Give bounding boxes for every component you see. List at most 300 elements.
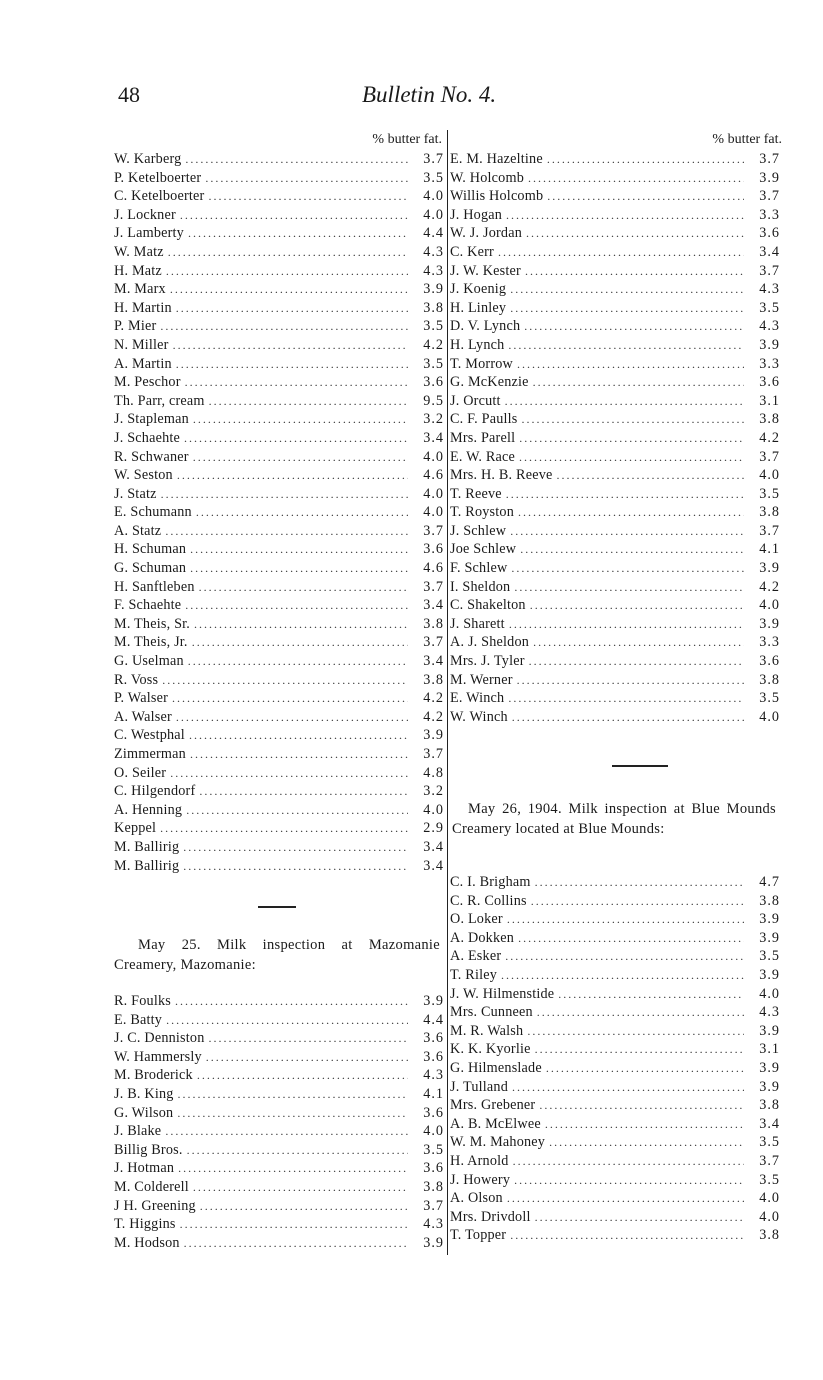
butter-fat-value: 4.0: [759, 708, 780, 725]
dot-leader: [162, 671, 408, 690]
dot-leader: [176, 355, 408, 374]
entry-name: T. Higgins: [114, 1216, 176, 1233]
dot-leader: [190, 540, 408, 559]
column-divider: [447, 130, 448, 1255]
dot-leader: [183, 838, 408, 857]
list-item: [114, 410, 444, 429]
list-item: [114, 596, 444, 615]
section-separator: [258, 906, 296, 908]
butter-fat-value: 3.9: [759, 911, 780, 928]
entry-name: E. Schumann: [114, 504, 192, 521]
list-item: [450, 1226, 780, 1245]
list-item: [450, 892, 780, 911]
entry-name: T. Riley: [450, 966, 498, 983]
butter-fat-value: 4.0: [423, 485, 444, 502]
butter-fat-value: 3.7: [759, 188, 780, 205]
butter-fat-value: 4.2: [423, 690, 444, 707]
entry-name: J. Stapleman: [114, 411, 189, 428]
dot-leader: [178, 1159, 408, 1178]
butter-fat-value: 3.4: [759, 1115, 780, 1132]
entry-name: W. Winch: [450, 708, 508, 725]
entry-name: A. B. McElwee: [450, 1115, 541, 1132]
entry-name: K. K. Kyorlie: [450, 1041, 531, 1058]
list-item: [450, 689, 780, 708]
blue-mounds-caption: May 26, 1904. Milk inspection at Blue Mounds Creamery located at Blue Mounds:: [452, 801, 776, 837]
dot-leader: [558, 985, 744, 1004]
list-item: [114, 448, 444, 467]
dot-leader: [161, 485, 408, 504]
entry-name: A. Esker: [450, 948, 502, 965]
mazomanie-list: [114, 992, 444, 1252]
butter-fat-value: 3.7: [423, 578, 444, 595]
butter-fat-value: 3.6: [759, 653, 780, 670]
entry-name: G. Schuman: [114, 560, 187, 577]
dot-leader: [194, 615, 408, 634]
butter-fat-value: 9.5: [423, 392, 444, 409]
dot-leader: [193, 448, 408, 467]
entry-name: M. Werner: [450, 671, 513, 688]
butter-fat-value: 3.9: [759, 560, 780, 577]
butter-fat-value: 3.2: [423, 783, 444, 800]
list-item: [114, 336, 444, 355]
entry-name: C. Westphal: [114, 727, 185, 744]
list-item: [114, 224, 444, 243]
list-item: [114, 1104, 444, 1123]
entry-name: W. Matz: [114, 243, 164, 260]
butter-fat-value: 3.6: [423, 541, 444, 558]
butter-fat-value: 3.6: [423, 1160, 444, 1177]
list-item: [450, 873, 780, 892]
entry-list: [114, 150, 444, 875]
list-item: [450, 596, 780, 615]
list-item: [450, 633, 780, 652]
section-separator: [612, 765, 668, 767]
entry-name: H. Martin: [114, 299, 172, 316]
list-item: [114, 392, 444, 411]
list-item: [450, 522, 780, 541]
list-item: [114, 615, 444, 634]
list-item: [450, 1003, 780, 1022]
butter-fat-value: 3.8: [423, 1178, 444, 1195]
butter-fat-value: 4.3: [759, 1004, 780, 1021]
entry-name: G. Uselman: [114, 653, 184, 670]
entry-name: Mrs. J. Tyler: [450, 653, 525, 670]
butter-fat-value: 4.4: [423, 1011, 444, 1028]
butter-fat-value: 3.5: [423, 355, 444, 372]
entry-name: P. Walser: [114, 690, 168, 707]
entry-name: A. Olson: [450, 1190, 503, 1207]
list-item: [114, 317, 444, 336]
list-item: [450, 280, 780, 299]
entry-name: T. Morrow: [450, 355, 514, 372]
butter-fat-value: 3.7: [759, 1152, 780, 1169]
list-item: [114, 373, 444, 392]
entry-name: T. Reeve: [450, 485, 502, 502]
entry-name: J. Howery: [450, 1171, 511, 1188]
list-item: [114, 280, 444, 299]
entry-name: Zimmerman: [114, 746, 186, 762]
entry-name: H. Sanftleben: [114, 578, 195, 595]
butter-fat-value: 3.9: [423, 1234, 444, 1251]
butter-fat-value: 3.6: [423, 1030, 444, 1047]
list-item: [450, 929, 780, 948]
list-item: [450, 485, 780, 504]
list-item: [450, 187, 780, 206]
entry-name: A. Martin: [114, 355, 172, 372]
dot-leader: [535, 1208, 744, 1227]
dot-leader: [193, 1178, 408, 1197]
entry-name: Joe Schlew: [450, 541, 517, 558]
list-item: [114, 299, 444, 318]
entry-name: A. J. Sheldon: [450, 634, 530, 651]
butter-fat-value: 3.6: [423, 374, 444, 391]
butter-fat-value: 4.0: [759, 467, 780, 484]
column-header-right: % butter fat.: [712, 132, 782, 147]
entry-name: J. Schlew: [450, 522, 507, 539]
dot-leader: [505, 947, 744, 966]
list-item: [114, 206, 444, 225]
list-item: [114, 992, 444, 1011]
list-item: [450, 559, 780, 578]
butter-fat-value: 3.9: [759, 169, 780, 186]
entry-name: J. Tulland: [450, 1078, 508, 1095]
butter-fat-value: 3.9: [759, 929, 780, 946]
entry-name: M. Colderell: [114, 1178, 189, 1195]
dot-leader: [508, 336, 744, 355]
list-item: [450, 1208, 780, 1227]
dot-leader: [537, 1003, 744, 1022]
dot-leader: [187, 1141, 408, 1160]
butter-fat-value: 3.4: [423, 653, 444, 670]
dot-leader: [176, 708, 408, 727]
butter-fat-value: 4.2: [423, 336, 444, 353]
list-item: [114, 838, 444, 857]
list-item: [450, 410, 780, 429]
entry-list: [114, 992, 444, 1252]
dot-leader: [535, 873, 744, 892]
dot-leader: [185, 373, 408, 392]
dot-leader: [178, 1085, 408, 1104]
list-item: [450, 429, 780, 448]
entry-name: W. M. Mahoney: [450, 1134, 546, 1151]
entry-name: R. Voss: [114, 671, 159, 688]
dot-leader: [498, 243, 744, 262]
list-item: [450, 1059, 780, 1078]
list-item: [114, 1066, 444, 1085]
dot-leader: [546, 1059, 744, 1078]
butter-fat-value: 3.6: [423, 1104, 444, 1121]
butter-fat-value: 4.0: [423, 1123, 444, 1140]
entry-name: M. Peschor: [114, 374, 181, 391]
dot-leader: [506, 206, 744, 225]
dot-leader: [529, 652, 744, 671]
dot-leader: [505, 392, 744, 411]
list-item: [450, 985, 780, 1004]
butter-fat-value: 3.4: [423, 429, 444, 446]
butter-fat-value: 3.8: [759, 671, 780, 688]
dot-leader: [510, 299, 744, 318]
list-item: [450, 503, 780, 522]
entry-name: E. M. Hazeltine: [450, 151, 543, 167]
page-header: [112, 82, 772, 116]
list-item: [114, 485, 444, 504]
entry-name: J. Statz: [114, 485, 157, 502]
butter-fat-value: 4.0: [423, 188, 444, 205]
list-item: [114, 578, 444, 597]
entry-name: J. C. Denniston: [114, 1030, 205, 1047]
list-item: [114, 522, 444, 541]
entry-name: M. Marx: [114, 281, 166, 298]
butter-fat-value: 3.7: [423, 1197, 444, 1214]
dot-leader: [172, 689, 408, 708]
butter-fat-value: 4.3: [423, 1067, 444, 1084]
butter-fat-value: 3.8: [759, 1227, 780, 1244]
dot-leader: [185, 150, 408, 169]
entry-list: [450, 873, 780, 1245]
list-item: [114, 1197, 444, 1216]
dot-leader: [501, 966, 744, 985]
dot-leader: [170, 764, 408, 783]
list-item: [114, 355, 444, 374]
list-item: [114, 1141, 444, 1160]
list-item: [114, 1178, 444, 1197]
entry-name: Mrs. H. B. Reeve: [450, 467, 553, 484]
entry-name: J. Schaehte: [114, 429, 181, 446]
dot-leader: [209, 1029, 409, 1048]
list-item: [114, 1234, 444, 1253]
entry-name: Mrs. Drivdoll: [450, 1208, 531, 1225]
butter-fat-value: 3.5: [423, 1141, 444, 1158]
dot-leader: [185, 596, 408, 615]
list-item: [450, 299, 780, 318]
dot-leader: [512, 1078, 744, 1097]
entry-name: M. Broderick: [114, 1067, 193, 1084]
dot-leader: [168, 243, 408, 262]
butter-fat-value: 3.8: [423, 299, 444, 316]
dot-leader: [545, 1115, 744, 1134]
butter-fat-value: 3.9: [759, 1022, 780, 1039]
butter-fat-value: 3.8: [759, 1097, 780, 1114]
entry-name: J. Koenig: [450, 281, 507, 298]
butter-fat-value: 3.8: [759, 892, 780, 909]
column-header-left: % butter fat.: [372, 132, 442, 147]
dot-leader: [177, 466, 408, 485]
dot-leader: [180, 206, 408, 225]
list-item: [450, 466, 780, 485]
dot-leader: [518, 929, 744, 948]
list-item: [450, 615, 780, 634]
dot-leader: [190, 559, 408, 578]
butter-fat-value: 3.7: [759, 151, 780, 167]
entry-name: W. Seston: [114, 467, 173, 484]
entry-name: J. Blake: [114, 1123, 162, 1140]
list-item: [450, 1078, 780, 1097]
dot-leader: [197, 1066, 408, 1085]
entry-name: Th. Parr, cream: [114, 392, 205, 409]
butter-fat-value: 2.9: [423, 820, 444, 837]
butter-fat-value: 3.3: [759, 634, 780, 651]
dot-leader: [199, 782, 408, 801]
list-item: [114, 262, 444, 281]
entry-name: I. Sheldon: [450, 578, 511, 595]
dot-leader: [547, 187, 744, 206]
butter-fat-value: 3.2: [423, 411, 444, 428]
dot-leader: [549, 1133, 744, 1152]
list-item: [450, 262, 780, 281]
entry-name: R. Foulks: [114, 993, 171, 1009]
dot-leader: [557, 466, 745, 485]
butter-fat-value: 4.6: [423, 560, 444, 577]
list-item: [114, 801, 444, 820]
entry-name: M. R. Walsh: [450, 1022, 524, 1039]
butter-fat-value: 4.0: [759, 1208, 780, 1225]
butter-fat-value: 3.5: [759, 1134, 780, 1151]
butter-fat-value: 3.8: [423, 615, 444, 632]
list-item: [450, 947, 780, 966]
dot-leader: [514, 578, 744, 597]
entry-name: A. Statz: [114, 522, 162, 539]
butter-fat-value: 3.5: [759, 1171, 780, 1188]
butter-fat-value: 3.8: [759, 411, 780, 428]
list-item: [114, 559, 444, 578]
dot-leader: [165, 522, 408, 541]
butter-fat-value: 3.7: [759, 262, 780, 279]
butter-fat-value: 3.4: [423, 838, 444, 855]
entry-name: D. V. Lynch: [450, 318, 521, 335]
entry-name: W. J. Jordan: [450, 225, 523, 242]
mazomanie-caption: May 25. Milk inspection at Mazomanie Creamery, Mazomanie:: [114, 937, 440, 973]
dot-leader: [525, 262, 744, 281]
butter-fat-value: 4.3: [759, 281, 780, 298]
dot-leader: [512, 708, 744, 727]
entry-name: J. Hogan: [450, 206, 503, 223]
entry-name: Mrs. Cunneen: [450, 1004, 533, 1021]
list-item: [114, 652, 444, 671]
entry-name: C. Hilgendorf: [114, 783, 196, 800]
butter-fat-value: 3.7: [423, 746, 444, 762]
dot-leader: [527, 1022, 744, 1041]
list-item: [114, 1215, 444, 1234]
butter-fat-value: 4.1: [759, 541, 780, 558]
dot-leader: [530, 596, 744, 615]
butter-fat-value: 3.8: [759, 504, 780, 521]
list-item: [450, 373, 780, 392]
butter-fat-value: 4.3: [423, 1216, 444, 1233]
entry-name: P. Ketelboerter: [114, 169, 202, 186]
list-item: [114, 857, 444, 876]
entry-name: M. Theis, Jr.: [114, 634, 188, 651]
entry-name: O. Loker: [450, 911, 503, 928]
dot-leader: [524, 317, 744, 336]
list-item: [114, 503, 444, 522]
butter-fat-value: 4.2: [759, 578, 780, 595]
entry-name: G. McKenzie: [450, 374, 529, 391]
list-item: [114, 689, 444, 708]
butter-fat-value: 3.1: [759, 392, 780, 409]
butter-fat-value: 3.9: [759, 336, 780, 353]
butter-fat-value: 3.9: [423, 993, 444, 1009]
entry-name: G. Wilson: [114, 1104, 174, 1121]
butter-fat-value: 3.5: [423, 169, 444, 186]
butter-fat-value: 3.7: [423, 522, 444, 539]
butter-fat-value: 3.9: [759, 615, 780, 632]
entry-name: W. Holcomb: [450, 169, 524, 186]
butter-fat-value: 3.5: [759, 948, 780, 965]
entry-name: M. Ballirig: [114, 838, 180, 855]
butter-fat-value: 3.7: [759, 522, 780, 539]
dot-leader: [511, 559, 744, 578]
list-item: [114, 708, 444, 727]
entry-name: H. Linley: [450, 299, 507, 316]
butter-fat-value: 3.4: [423, 857, 444, 874]
entry-name: W. Hammersly: [114, 1048, 202, 1065]
dot-leader: [160, 317, 408, 336]
entry-name: Mrs. Grebener: [450, 1097, 536, 1114]
dot-leader: [517, 355, 744, 374]
entry-name: J H. Greening: [114, 1197, 196, 1214]
list-item: [114, 819, 444, 838]
dot-leader: [209, 392, 408, 411]
entry-name: G. Hilmenslade: [450, 1059, 542, 1076]
entry-name: E. Batty: [114, 1011, 163, 1028]
butter-fat-value: 3.3: [759, 355, 780, 372]
list-item: [114, 745, 444, 764]
entry-name: J. Lockner: [114, 206, 176, 223]
list-item: [114, 1085, 444, 1104]
entry-name: A. Dokken: [450, 929, 515, 946]
butter-fat-value: 3.9: [423, 281, 444, 298]
entry-list: [450, 150, 780, 726]
butter-fat-value: 4.0: [423, 504, 444, 521]
butter-fat-value: 3.6: [759, 225, 780, 242]
entry-name: T. Royston: [450, 504, 515, 521]
butter-fat-value: 3.8: [423, 671, 444, 688]
dot-leader: [205, 169, 408, 188]
butter-fat-value: 3.4: [759, 243, 780, 260]
entry-name: C. I. Brigham: [450, 874, 531, 890]
dot-leader: [514, 1171, 744, 1190]
list-item: [450, 652, 780, 671]
entry-name: J. W. Hilmenstide: [450, 985, 555, 1002]
list-item: [450, 708, 780, 727]
butter-fat-value: 4.0: [423, 801, 444, 818]
list-item: [114, 1011, 444, 1030]
dot-leader: [531, 892, 744, 911]
entry-name: F. Schlew: [450, 560, 508, 577]
butter-fat-value: 4.6: [423, 467, 444, 484]
list-item: [450, 150, 780, 169]
dot-leader: [519, 448, 744, 467]
entry-name: O. Seiler: [114, 764, 167, 781]
dot-leader: [208, 187, 408, 206]
list-item: [450, 1022, 780, 1041]
running-title: Bulletin No. 4.: [362, 82, 497, 107]
list-item: [114, 633, 444, 652]
dot-leader: [533, 633, 744, 652]
entry-name: Mrs. Parell: [450, 429, 516, 446]
butter-fat-value: 3.4: [423, 597, 444, 614]
dot-leader: [184, 429, 408, 448]
list-item: [450, 671, 780, 690]
dot-leader: [513, 1152, 744, 1171]
list-item: [114, 1029, 444, 1048]
list-item: [114, 1048, 444, 1067]
butter-fat-value: 3.5: [759, 299, 780, 316]
entry-name: H. Arnold: [450, 1152, 509, 1169]
list-item: [114, 782, 444, 801]
dot-leader: [173, 336, 408, 355]
entry-name: W. Karberg: [114, 151, 182, 167]
